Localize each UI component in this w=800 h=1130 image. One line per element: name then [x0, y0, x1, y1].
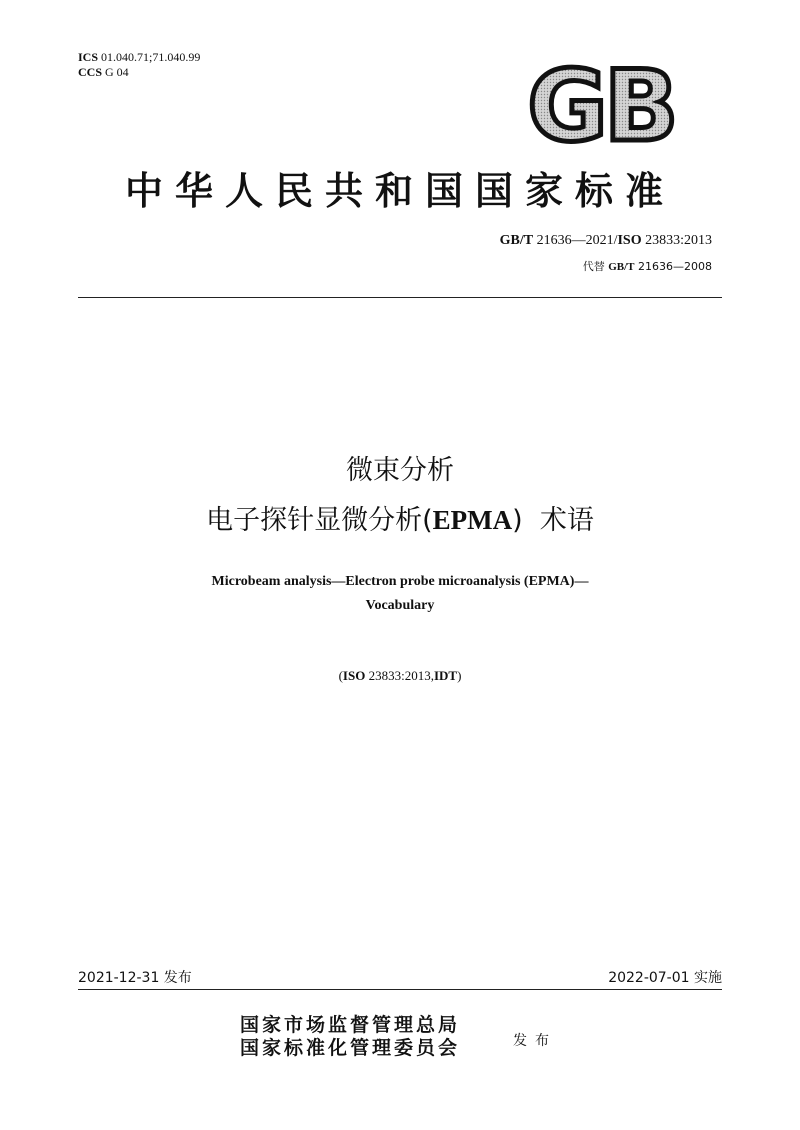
ics-line	[78, 50, 200, 65]
eq-iso: ISO	[342, 668, 366, 683]
eq-idt: IDT	[433, 668, 458, 683]
standard-number	[500, 233, 712, 249]
ics-value: 01.040.71;71.040.99	[101, 50, 201, 64]
ics-label: ICS	[78, 50, 99, 64]
title-cn-line2	[60, 498, 740, 537]
national-standard-title: 中华人民共和国国家标准	[124, 169, 675, 213]
std-prefix: GB/T	[499, 233, 534, 248]
ccs-line	[78, 65, 200, 80]
issuer-2: 国家标准化管理委员会	[240, 1037, 461, 1059]
issuer-1: 国家市场监督管理总局	[240, 1014, 461, 1036]
header-divider	[78, 297, 722, 298]
publish-label: 发布	[513, 1033, 557, 1049]
replaces-prefix: GB/T	[608, 261, 635, 273]
title-en-line1: Microbeam analysis—Electron probe microanalysis (EPMA)—	[211, 574, 589, 589]
ccs-label: CCS	[78, 65, 103, 79]
std-number: 21636—2021/	[536, 233, 618, 248]
footer-divider	[78, 989, 722, 990]
title-cn-line2-c: ) 术语	[512, 505, 594, 536]
issuing-authorities	[240, 1014, 460, 1060]
replaces-label: 代替	[582, 260, 605, 273]
eq-open: (	[338, 668, 343, 683]
issue-date: 2021-12-31 发布	[78, 970, 192, 986]
iso-equivalence	[100, 668, 700, 684]
implement-date: 2022-07-01 实施	[608, 970, 722, 986]
gb-logo	[522, 60, 680, 146]
ccs-value: G 04	[105, 65, 129, 79]
title-cn-line2-a: 电子探针显微分析(	[206, 505, 433, 536]
title-cn-line1: 微束分析	[346, 455, 454, 486]
replaces-number: 21636—2008	[638, 260, 712, 273]
std-iso-number: 23833:2013	[645, 233, 712, 248]
eq-mid: 23833:2013,	[365, 668, 434, 683]
classification-codes	[78, 50, 200, 80]
eq-close: )	[457, 668, 462, 683]
replaces-note	[583, 258, 712, 274]
gb-logo-text: GB	[527, 60, 675, 146]
title-en	[100, 570, 700, 618]
title-en-line2: Vocabulary	[365, 598, 435, 613]
std-iso-prefix: ISO	[617, 233, 642, 248]
title-cn-line2-b: EPMA	[432, 505, 513, 535]
